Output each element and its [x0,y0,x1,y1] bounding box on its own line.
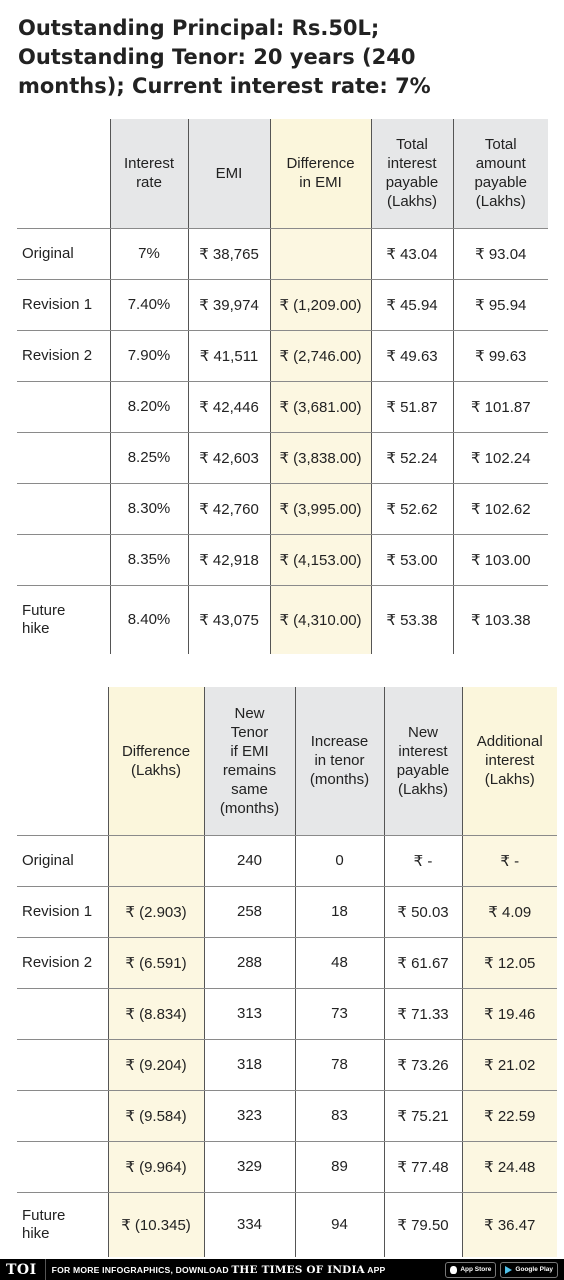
cell-increase: 89 [295,1141,384,1192]
header-increase-tenor: Increase in tenor (months) [295,687,384,835]
cell-difference [108,835,204,886]
google-play-icon [505,1266,512,1274]
table-row [17,1192,557,1257]
cell-additional: ₹ 22.59 [462,1090,557,1141]
cell-interest: ₹ 45.94 [371,279,453,330]
cell-new-tenor: 334 [204,1192,295,1257]
cell-rate: 7% [110,228,188,279]
cell-diff: ₹ (3,995.00) [270,483,371,534]
header-interest-rate: Interest rate [110,119,188,228]
row-label [17,988,108,1039]
cell-diff [270,228,371,279]
cell-diff: ₹ (3,838.00) [270,432,371,483]
table-row [17,534,548,585]
cell-interest: ₹ 49.63 [371,330,453,381]
cell-emi: ₹ 42,603 [188,432,270,483]
header-cell-blank [17,687,108,835]
cell-new-interest: ₹ 50.03 [384,886,462,937]
cell-new-interest: ₹ 79.50 [384,1192,462,1257]
cell-amount: ₹ 103.00 [453,534,548,585]
cell-new-tenor: 240 [204,835,295,886]
apple-icon [450,1266,457,1274]
table-row [17,483,548,534]
row-label: Revision 2 [17,937,108,988]
header-emi: EMI [188,119,270,228]
cell-rate: 7.40% [110,279,188,330]
cell-difference: ₹ (2.903) [108,886,204,937]
google-play-badge[interactable] [500,1262,558,1278]
cell-diff: ₹ (4,310.00) [270,585,371,654]
cell-difference: ₹ (6.591) [108,937,204,988]
cell-interest: ₹ 53.38 [371,585,453,654]
cell-increase: 94 [295,1192,384,1257]
cell-increase: 73 [295,988,384,1039]
cell-amount: ₹ 102.62 [453,483,548,534]
header-total-interest: Total interest payable (Lakhs) [371,119,453,228]
cell-additional: ₹ 19.46 [462,988,557,1039]
table-row [17,937,557,988]
table-row [17,1039,557,1090]
row-label [17,381,110,432]
cell-new-interest: ₹ 73.26 [384,1039,462,1090]
header-new-tenor: New Tenor if EMI remains same (months) [204,687,295,835]
cell-amount: ₹ 103.38 [453,585,548,654]
cell-new-tenor: 288 [204,937,295,988]
table-header-row [17,119,548,228]
cell-new-tenor: 323 [204,1090,295,1141]
cell-new-tenor: 318 [204,1039,295,1090]
cell-new-interest: ₹ - [384,835,462,886]
table-row [17,1090,557,1141]
row-label [17,534,110,585]
cell-amount: ₹ 95.94 [453,279,548,330]
cell-amount: ₹ 102.24 [453,432,548,483]
table-row [17,886,557,937]
cell-diff: ₹ (3,681.00) [270,381,371,432]
google-play-label: Google Play [515,1266,553,1273]
cell-rate: 7.90% [110,330,188,381]
cell-amount: ₹ 93.04 [453,228,548,279]
table-row [17,432,548,483]
row-label: Original [17,835,108,886]
table-row [17,279,548,330]
cell-additional: ₹ 36.47 [462,1192,557,1257]
app-store-badge[interactable] [445,1262,496,1278]
table-row [17,1141,557,1192]
header-difference-lakhs: Difference (Lakhs) [108,687,204,835]
cell-increase: 83 [295,1090,384,1141]
cell-additional: ₹ 12.05 [462,937,557,988]
footer-banner [0,1259,564,1280]
row-label [17,483,110,534]
cell-additional: ₹ 24.48 [462,1141,557,1192]
table-header-row [17,687,557,835]
cell-diff: ₹ (1,209.00) [270,279,371,330]
cell-difference: ₹ (9.204) [108,1039,204,1090]
cell-rate: 8.30% [110,483,188,534]
cell-diff: ₹ (4,153.00) [270,534,371,585]
table-row [17,228,548,279]
footer-brand: THE TIMES OF INDIA [231,1263,365,1276]
cell-amount: ₹ 99.63 [453,330,548,381]
cell-rate: 8.35% [110,534,188,585]
table-row [17,381,548,432]
cell-interest: ₹ 51.87 [371,381,453,432]
row-label: Future hike [22,1206,66,1242]
cell-new-interest: ₹ 75.21 [384,1090,462,1141]
cell-diff: ₹ (2,746.00) [270,330,371,381]
row-label [17,1039,108,1090]
row-label: Revision 1 [17,279,110,330]
header-total-amount: Total amount payable (Lakhs) [453,119,548,228]
cell-additional: ₹ - [462,835,557,886]
cell-emi: ₹ 42,446 [188,381,270,432]
cell-increase: 78 [295,1039,384,1090]
cell-new-tenor: 313 [204,988,295,1039]
cell-emi: ₹ 42,918 [188,534,270,585]
page-title: Outstanding Principal: Rs.50L; Outstanding Tenor: 20 years (240 months); Current interest rate: 7% [18,16,431,98]
cell-interest: ₹ 52.62 [371,483,453,534]
footer-text [46,1264,386,1276]
app-store-label: App Store [460,1266,492,1273]
table-row [17,330,548,381]
tenor-table [17,687,557,1257]
row-label [17,1141,108,1192]
cell-new-interest: ₹ 71.33 [384,988,462,1039]
cell-difference: ₹ (9.964) [108,1141,204,1192]
table-row [17,988,557,1039]
table-row [17,585,548,654]
cell-difference: ₹ (9.584) [108,1090,204,1141]
header-additional-interest: Additional interest (Lakhs) [462,687,557,835]
cell-new-interest: ₹ 77.48 [384,1141,462,1192]
cell-interest: ₹ 52.24 [371,432,453,483]
cell-additional: ₹ 21.02 [462,1039,557,1090]
cell-difference: ₹ (8.834) [108,988,204,1039]
toi-logo: TOI [0,1259,46,1280]
cell-rate: 8.40% [110,585,188,654]
cell-emi: ₹ 41,511 [188,330,270,381]
cell-difference: ₹ (10.345) [108,1192,204,1257]
cell-emi: ₹ 42,760 [188,483,270,534]
header-new-interest: New interest payable (Lakhs) [384,687,462,835]
header-cell-blank [17,119,110,228]
row-label: Revision 2 [17,330,110,381]
footer-text-suffix: APP [367,1264,386,1275]
row-label [17,1090,108,1141]
cell-rate: 8.25% [110,432,188,483]
table-row [17,835,557,886]
row-label: Future hike [22,601,66,637]
row-label: Revision 1 [17,886,108,937]
cell-new-interest: ₹ 61.67 [384,937,462,988]
cell-increase: 0 [295,835,384,886]
cell-emi: ₹ 43,075 [188,585,270,654]
emi-table [17,119,548,654]
header-difference-in-emi: Difference in EMI [270,119,371,228]
cell-interest: ₹ 43.04 [371,228,453,279]
cell-new-tenor: 258 [204,886,295,937]
row-label: Original [17,228,110,279]
cell-rate: 8.20% [110,381,188,432]
cell-emi: ₹ 38,765 [188,228,270,279]
row-label [17,432,110,483]
cell-increase: 48 [295,937,384,988]
cell-interest: ₹ 53.00 [371,534,453,585]
cell-increase: 18 [295,886,384,937]
cell-amount: ₹ 101.87 [453,381,548,432]
cell-additional: ₹ 4.09 [462,886,557,937]
footer-text-prefix: FOR MORE INFOGRAPHICS, DOWNLOAD [51,1264,229,1275]
cell-emi: ₹ 39,974 [188,279,270,330]
cell-new-tenor: 329 [204,1141,295,1192]
